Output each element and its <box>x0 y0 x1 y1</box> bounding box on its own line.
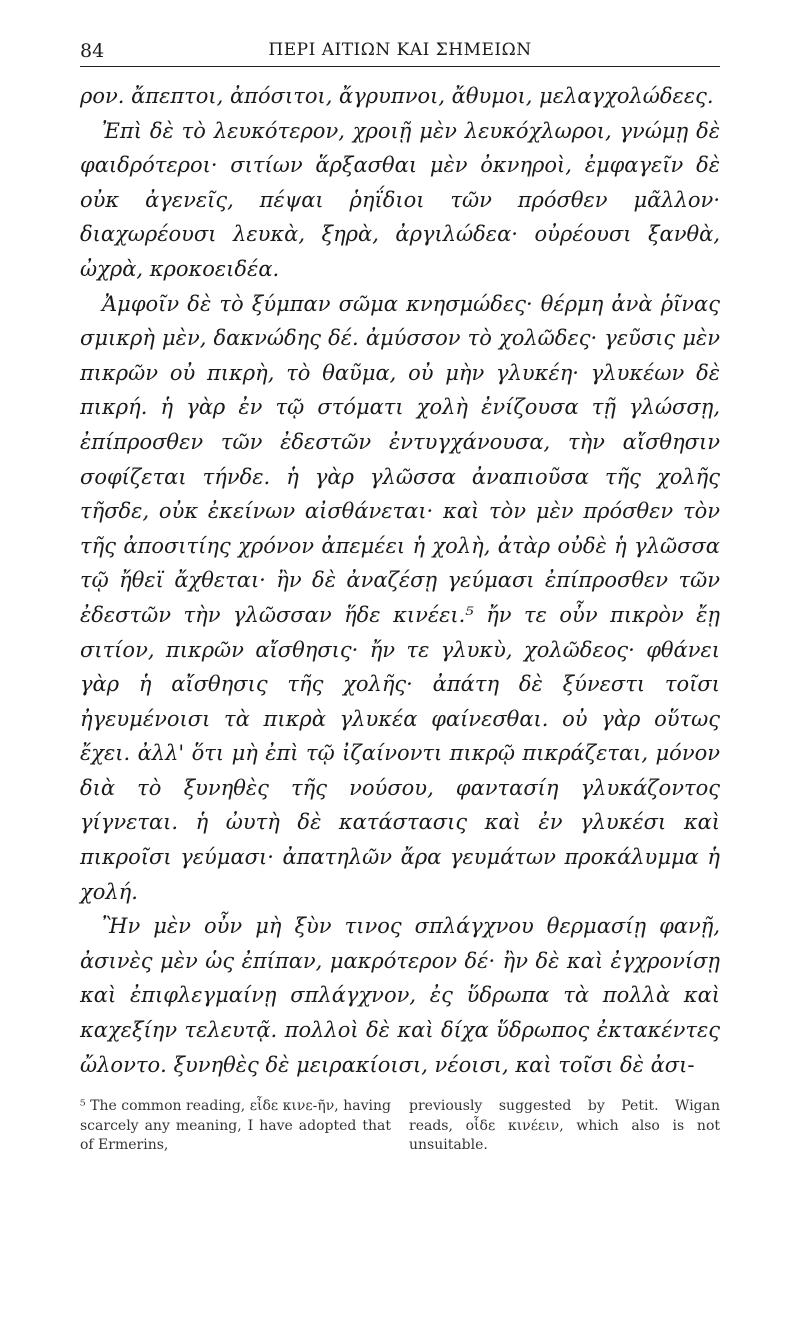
paragraph: Ἀμφοῖν δὲ τὸ ξύμπαν σῶμα κνησμώδες· θέρμη ἀνὰ ῥῖνας σμικρὴ μὲν, δακνώδης δέ. ἀμύσσον τὸ χολῶδες· γεῦσις μὲν πικρῶν οὐ πικρὴ, τὸ θαῦμα, οὐ μὴν γλυκέη· γλυκέων δὲ πικρή. ἡ γὰρ ἐν τῷ στόματι χολὴ ἐνίζουσα τῇ γλώσσῃ, ἐπίπροσθεν τῶν ἐδεστῶν ἐντυγχάνουσα, τὴν αἴσθησιν σοφίζεται τήνδε. ἡ γὰρ γλῶσσα ἀναπιοῦσα τῆς χολῆς τῆσδε, οὐκ ἐκείνων αἰσθάνεται· καὶ τὸν μὲν πρόσθεν τὸν τῆς ἀποσιτίης χρόνον ἀπεμέει ἡ χολὴ, ἀτὰρ οὐδὲ ἡ γλῶσσα τῷ ἤθεϊ ἄχθεται· ἢν δὲ ἀναζέσῃ γεύμασι ἐπίπροσθεν τῶν ἐδεστῶν τὴν γλῶσσαν ἥδε κινέει.⁵ ἤν τε οὖν πικρὸν ἔῃ σιτίον, πικρῶν αἴσθησις· ἤν τε γλυκὺ, χολῶδεος· φθάνει γὰρ ἡ αἴσθησις τῆς χολῆς· ἀπάτη δὲ ξύνεστι τοῖσι ἠγευμένοισι τὰ πικρὰ γλυκέα φαίνεσθαι. οὐ γὰρ οὕτως ἔχει. ἀλλ' ὅτι μὴ ἐπὶ τῷ ἰζαίνοντι πικρῷ πικράζεται, μόνον διὰ τὸ ξυνηθὲς τῆς νούσου, φαντασίη γλυκάζοντος γίγνεται. ἡ ὠυτὴ δὲ κατάστασις καὶ ἐν γλυκέσι καὶ πικροῖσι γεύμασι· ἀπατηλῶν ἄρα γευμάτων προκάλυμμα ἡ χολή. <box>80 291 720 904</box>
paragraph: Ἢν μὲν οὖν μὴ ξὺν τινος σπλάγχνου θερμασίῃ φανῇ, ἀσινὲς μὲν ὡς ἐπίπαν, μακρότερον δέ· ἢν δὲ καὶ ἐγχρονίσῃ καὶ ἐπιφλεγμαίνῃ σπλάγχνον, ἐς ὕδρωπα τὰ πολλὰ καὶ καχεξίην τελευτᾷ. πολλοὶ δὲ καὶ δίχα ὕδρωπος ἐκτακέντες ὤλοντο. ξυνηθὲς δὲ μειρακίοισι, νέοισι, καὶ τοῖσι δὲ ἀσι- <box>80 914 720 1077</box>
page-header <box>80 36 720 67</box>
page-number: 84 <box>80 40 105 62</box>
footnote-left-column: ⁵ The common reading, εἶδε κινε-ῆν, having scarcely any meaning, I have adopted that of Ermerins, <box>80 1098 391 1154</box>
main-text <box>80 79 720 1082</box>
footnote-divider <box>80 1090 720 1091</box>
paragraph-continuation: ρον. ἄπεπτοι, ἀπόσιτοι, ἄγρυπνοι, ἄθυμοι, μελαγχολώδεες. <box>80 84 714 108</box>
book-page <box>80 36 720 1306</box>
paragraph: Ἐπὶ δὲ τὸ λευκότερον, χροιῇ μὲν λευκόχλωροι, γνώμῃ δὲ φαιδρότεροι· σιτίων ἅρξασθαι μὲν ὀκνηροὶ, ἐμφαγεῖν δὲ οὐκ ἀγενεῖς, πέψαι ῥηΐδιοι τῶν πρόσθεν μᾶλλον· διαχωρέουσι λευκὰ, ξηρὰ, ἀργιλώδεα· οὐρέουσι ξανθὰ, ὠχρὰ, κροκοειδέα. <box>80 118 720 281</box>
footnotes <box>80 1097 720 1156</box>
running-head: ΠΕΡΙ ΑΙΤΙΩΝ ΚΑΙ ΣΗΜΕΙΩΝ <box>268 40 532 60</box>
footnote-right-column: previously suggested by Petit. Wigan reads, οἷδε κινέειν, which also is not unsuitable. <box>409 1098 720 1154</box>
